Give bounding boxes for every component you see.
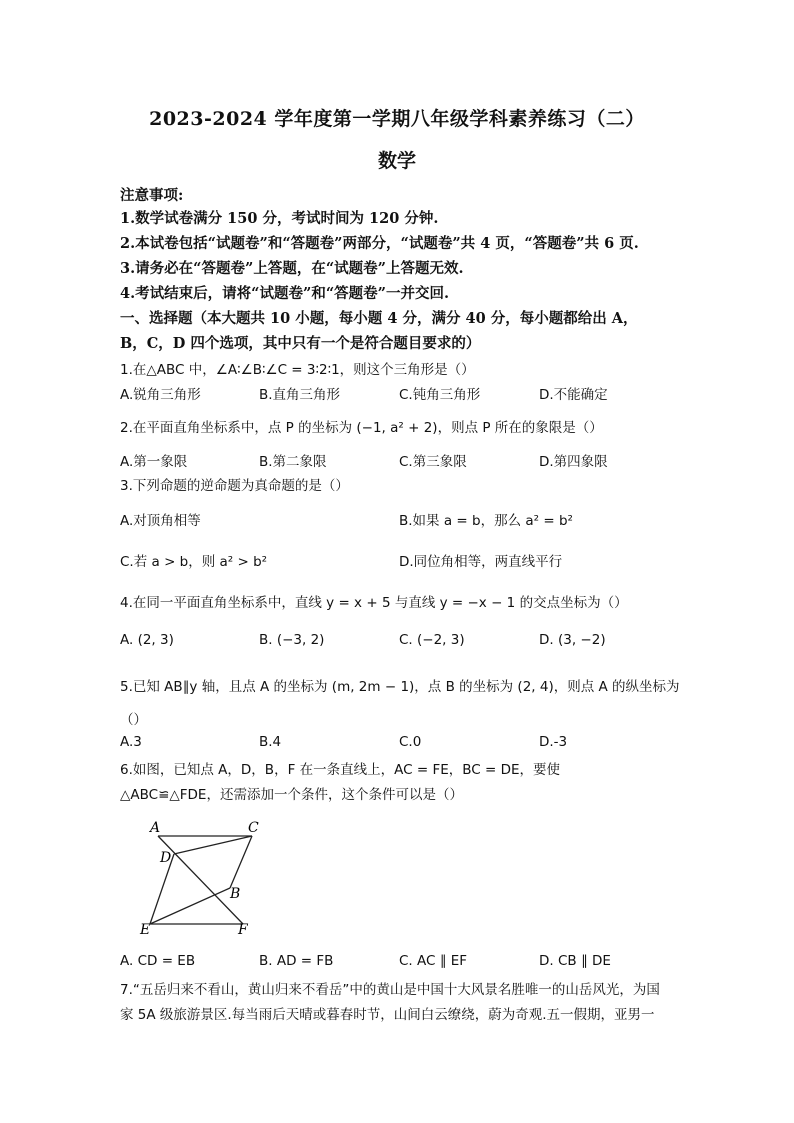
question-6-option-b: B. AD = FB	[259, 953, 334, 969]
question-5-option-d: D.-3	[539, 734, 568, 750]
question-5-option-c: C.0	[399, 734, 422, 750]
question-6-option-c: C. AC ∥ EF	[399, 953, 468, 969]
figure-label-e: E	[140, 922, 151, 936]
subject-title: 数学	[377, 150, 416, 172]
question-5-stem: 5.已知 AB∥y 轴，且点 A 的坐标为 (m, 2m − 1)，点 B 的坐标为 (2, 4)，则点 A 的纵坐标为	[120, 679, 680, 695]
question-6-option-d: D. CB ∥ DE	[539, 953, 611, 969]
section-heading: 一、选择题（本大题共 10 小题，每小题 4 分，满分 40 分，每小题都给出 A，	[120, 310, 638, 327]
question-1-option-a: A.锐角三角形	[120, 387, 201, 403]
notice-item: 4.考试结束后，请将“试题卷”和“答题卷”一并交回.	[120, 285, 450, 302]
question-5-option-a: A.3	[120, 734, 142, 750]
segment-dc	[174, 836, 252, 854]
question-3-option-b: B.如果 a = b，那么 a² = b²	[399, 513, 573, 529]
question-6-stem-cont: △ABC≌△FDE，还需添加一个条件，这个条件可以是（）	[120, 787, 463, 803]
question-5-stem-cont: （）	[120, 712, 147, 728]
notice-item: 3.请务必在“答题卷”上答题，在“试题卷”上答题无效.	[120, 260, 464, 277]
question-2-option-b: B.第二象限	[259, 454, 327, 470]
question-6-option-a: A. CD = EB	[120, 953, 196, 969]
page-title: 2023-2024 学年度第一学期八年级学科素养练习（二）	[149, 108, 645, 130]
question-2-option-c: C.第三象限	[399, 454, 467, 470]
question-2-option-a: A.第一象限	[120, 454, 188, 470]
geometry-figure	[138, 818, 268, 936]
question-6-stem: 6.如图，已知点 A，D，B，F 在一条直线上，AC = FE，BC = DE，要使	[120, 762, 561, 778]
figure-label-c: C	[248, 820, 259, 836]
question-2-stem: 2.在平面直角坐标系中，点 P 的坐标为 (−1, a² + 2)，则点 P 所在的象限是（）	[120, 420, 603, 436]
segment-eb	[150, 888, 230, 924]
figure-label-a: A	[150, 820, 161, 836]
question-3-option-a: A.对顶角相等	[120, 513, 201, 529]
figure-label-f: F	[238, 922, 248, 936]
notice-item: 2.本试卷包括“试题卷”和“答题卷”两部分，“试题卷”共 4 页，“答题卷”共 6 页.	[120, 235, 639, 252]
question-2-option-d: D.第四象限	[539, 454, 608, 470]
question-3-stem: 3.下列命题的逆命题为真命题的是（）	[120, 478, 349, 494]
notice-heading: 注意事项:	[120, 187, 184, 204]
question-4-option-b: B. (−3, 2)	[259, 632, 325, 648]
figure-label-d: D	[160, 850, 172, 866]
question-1-option-d: D.不能确定	[539, 387, 608, 403]
question-3-option-d: D.同位角相等，两直线平行	[399, 554, 563, 570]
segment-bc	[230, 836, 252, 888]
question-1-stem: 1.在△ABC 中，∠A∶∠B∶∠C = 3∶2∶1，则这个三角形是（）	[120, 362, 475, 378]
figure-label-b: B	[230, 886, 241, 902]
question-5-option-b: B.4	[259, 734, 282, 750]
notice-item: 1.数学试卷满分 150 分，考试时间为 120 分钟.	[120, 210, 439, 227]
question-7-stem-cont: 家 5A 级旅游景区.每当雨后天晴或暮春时节，山间白云缭绕，蔚为奇观.五一假期，亚男一	[120, 1007, 655, 1023]
question-7-stem: 7.“五岳归来不看山，黄山归来不看岳”中的黄山是中国十大风景名胜唯一的山岳风光，为国	[120, 982, 660, 998]
question-1-option-c: C.钝角三角形	[399, 387, 481, 403]
question-4-stem: 4.在同一平面直角坐标系中，直线 y = x + 5 与直线 y = −x − 1 的交点坐标为（）	[120, 595, 628, 611]
question-1-option-b: B.直角三角形	[259, 387, 341, 403]
question-4-option-a: A. (2, 3)	[120, 632, 174, 648]
section-heading-cont: B，C，D 四个选项，其中只有一个是符合题目要求的）	[120, 335, 481, 352]
question-4-option-d: D. (3, −2)	[539, 632, 606, 648]
question-3-option-c: C.若 a > b，则 a² > b²	[120, 554, 268, 570]
question-4-option-c: C. (−2, 3)	[399, 632, 465, 648]
